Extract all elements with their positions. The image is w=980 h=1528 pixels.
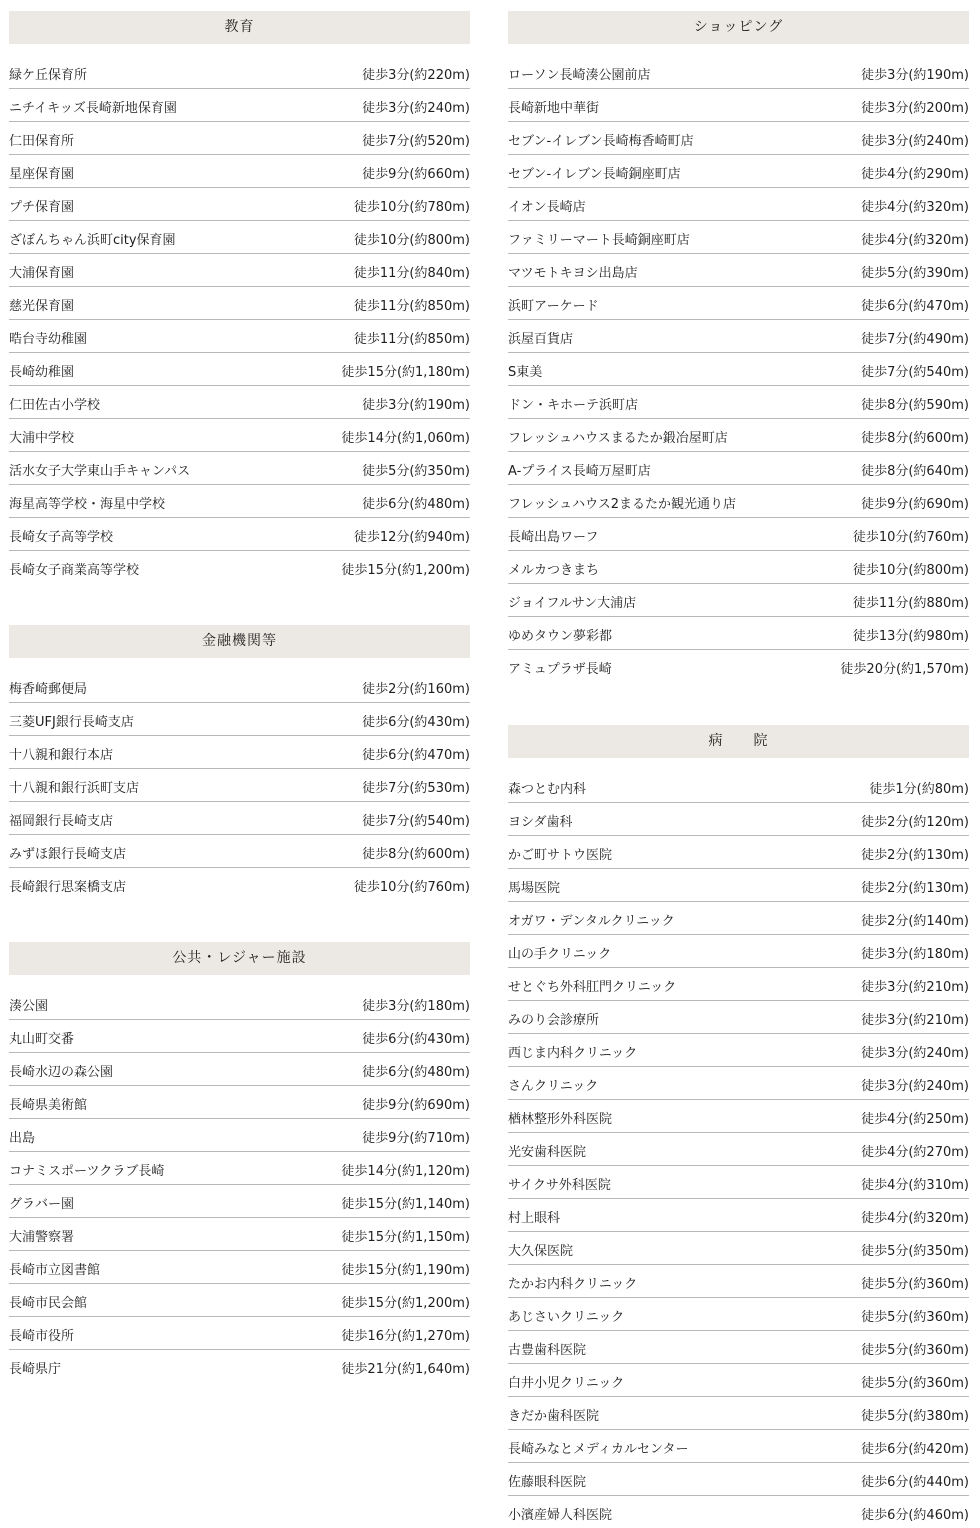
list-item: [508, 902, 969, 935]
list-item: [9, 1350, 470, 1382]
facility-name: ジョイフルサン大浦店: [508, 595, 637, 611]
list-item: [508, 836, 969, 869]
walking-distance: 徒歩8分(約600m): [861, 430, 969, 446]
list-item: [9, 122, 470, 155]
facility-name: ざぼんちゃん浜町city保育園: [9, 232, 176, 248]
walking-distance: 徒歩6分(約430m): [362, 714, 470, 730]
list-item: [9, 155, 470, 188]
list-item: [508, 56, 969, 89]
facility-name: 長崎市立図書館: [9, 1262, 101, 1278]
walking-distance: 徒歩10分(約760m): [852, 529, 969, 545]
walking-distance: 徒歩15分(約1,190m): [341, 1262, 470, 1278]
walking-distance: 徒歩11分(約880m): [852, 595, 969, 611]
facility-name: 山の手クリニック: [508, 946, 612, 962]
walking-distance: 徒歩10分(約800m): [852, 562, 969, 578]
walking-distance: 徒歩9分(約690m): [362, 1097, 470, 1113]
walking-distance: 徒歩5分(約360m): [861, 1342, 969, 1358]
section-public: [9, 942, 470, 1382]
list-item: [508, 1298, 969, 1331]
facility-name: 森つとむ内科: [508, 781, 587, 797]
facility-name: 緑ケ丘保育所: [9, 67, 88, 83]
walking-distance: 徒歩6分(約480m): [362, 1064, 470, 1080]
facility-name: 活水女子大学東山手キャンパス: [9, 463, 191, 479]
walking-distance: 徒歩5分(約360m): [861, 1309, 969, 1325]
list-shopping: [508, 56, 969, 682]
facility-name: 浜町アーケード: [508, 298, 599, 314]
list-item: [9, 802, 470, 835]
walking-distance: 徒歩3分(約240m): [861, 133, 969, 149]
walking-distance: 徒歩11分(約850m): [353, 298, 470, 314]
facility-name: 仁田佐古小学校: [9, 397, 101, 413]
list-item: [9, 868, 470, 900]
list-item: [9, 1119, 470, 1152]
list-public: [9, 987, 470, 1382]
facility-name: 長崎水辺の森公園: [9, 1064, 114, 1080]
list-item: [9, 452, 470, 485]
walking-distance: 徒歩6分(約460m): [861, 1507, 969, 1523]
walking-distance: 徒歩11分(約850m): [353, 331, 470, 347]
facility-name: 西じま内科クリニック: [508, 1045, 638, 1061]
walking-distance: 徒歩10分(約780m): [353, 199, 470, 215]
walking-distance: 徒歩3分(約220m): [362, 67, 470, 83]
walking-distance: 徒歩13分(約980m): [852, 628, 969, 644]
walking-distance: 徒歩5分(約350m): [861, 1243, 969, 1259]
list-item: [9, 1086, 470, 1119]
facility-name: サイクサ外科医院: [508, 1177, 611, 1193]
facility-name: 福岡銀行長崎支店: [9, 813, 114, 829]
list-item: [508, 1166, 969, 1199]
list-item: [9, 769, 470, 802]
list-item: [508, 869, 969, 902]
list-item: [9, 1218, 470, 1251]
facility-name: セブン-イレブン長崎銅座町店: [508, 166, 681, 182]
section-hospital: [508, 725, 969, 1528]
list-item: [9, 287, 470, 320]
facility-name: みずほ銀行長崎支店: [9, 846, 127, 862]
facility-name: セブン-イレブン長崎梅香崎町店: [508, 133, 694, 149]
walking-distance: 徒歩6分(約430m): [362, 1031, 470, 1047]
walking-distance: 徒歩3分(約210m): [861, 979, 969, 995]
list-item: [508, 1067, 969, 1100]
list-finance: [9, 670, 470, 900]
walking-distance: 徒歩7分(約520m): [362, 133, 470, 149]
walking-distance: 徒歩5分(約360m): [861, 1375, 969, 1391]
walking-distance: 徒歩8分(約600m): [362, 846, 470, 862]
walking-distance: 徒歩2分(約120m): [861, 814, 969, 830]
facility-name: 佐藤眼科医院: [508, 1474, 587, 1490]
list-item: [508, 551, 969, 584]
facility-name: 古豊歯科医院: [508, 1342, 587, 1358]
facility-name: 大浦警察署: [9, 1229, 75, 1245]
walking-distance: 徒歩5分(約350m): [362, 463, 470, 479]
walking-distance: 徒歩4分(約320m): [861, 1210, 969, 1226]
list-item: [508, 419, 969, 452]
list-item: [508, 122, 969, 155]
list-item: [508, 650, 969, 682]
facility-name: 馬場医院: [508, 880, 561, 896]
walking-distance: 徒歩20分(約1,570m): [840, 661, 969, 677]
facility-name: 丸山町交番: [9, 1031, 75, 1047]
walking-distance: 徒歩10分(約760m): [353, 879, 470, 895]
list-item: [9, 1284, 470, 1317]
walking-distance: 徒歩10分(約800m): [353, 232, 470, 248]
facility-name: 大浦保育園: [9, 265, 75, 281]
walking-distance: 徒歩6分(約420m): [861, 1441, 969, 1457]
facility-name: 海星高等学校・海星中学校: [9, 496, 166, 512]
list-item: [508, 89, 969, 122]
facility-name: フレッシュハウスまるたか鍛冶屋町店: [508, 430, 728, 446]
list-item: [9, 1317, 470, 1350]
facility-name: 大久保医院: [508, 1243, 574, 1259]
list-item: [508, 452, 969, 485]
list-item: [508, 1034, 969, 1067]
section-header-shopping: ショッピング: [508, 11, 969, 44]
facility-name: アミュプラザ長崎: [508, 661, 612, 677]
facility-name: 出島: [9, 1130, 36, 1146]
list-item: [9, 551, 470, 583]
walking-distance: 徒歩9分(約710m): [362, 1130, 470, 1146]
section-education: [9, 11, 470, 583]
facility-name: 星座保育園: [9, 166, 75, 182]
list-item: [508, 320, 969, 353]
facility-name: 村上眼科: [508, 1210, 561, 1226]
list-item: [508, 584, 969, 617]
walking-distance: 徒歩4分(約270m): [861, 1144, 969, 1160]
list-item: [508, 935, 969, 968]
section-header-finance: 金融機関等: [9, 625, 470, 658]
list-item: [508, 1496, 969, 1528]
list-item: [9, 1020, 470, 1053]
walking-distance: 徒歩2分(約140m): [861, 913, 969, 929]
list-item: [9, 1185, 470, 1218]
walking-distance: 徒歩4分(約310m): [861, 1177, 969, 1193]
list-hospital: [508, 770, 969, 1528]
list-item: [9, 56, 470, 89]
walking-distance: 徒歩3分(約180m): [861, 946, 969, 962]
facility-name: 長崎女子商業高等学校: [9, 562, 140, 578]
right-column: [508, 11, 969, 1528]
facility-name: 長崎市民会館: [9, 1295, 88, 1311]
walking-distance: 徒歩7分(約540m): [861, 364, 969, 380]
walking-distance: 徒歩8分(約640m): [861, 463, 969, 479]
facility-name: 十八親和銀行浜町支店: [9, 780, 140, 796]
walking-distance: 徒歩2分(約160m): [362, 681, 470, 697]
facility-name: 長崎市役所: [9, 1328, 75, 1344]
facility-name: あじさいクリニック: [508, 1309, 625, 1325]
list-item: [9, 703, 470, 736]
list-item: [508, 1001, 969, 1034]
walking-distance: 徒歩11分(約840m): [353, 265, 470, 281]
walking-distance: 徒歩9分(約690m): [861, 496, 969, 512]
facility-name: 長崎銀行思案橋支店: [9, 879, 127, 895]
walking-distance: 徒歩6分(約470m): [362, 747, 470, 763]
walking-distance: 徒歩7分(約490m): [861, 331, 969, 347]
list-item: [508, 1100, 969, 1133]
facility-name: たかお内科クリニック: [508, 1276, 638, 1292]
facility-name: 慈光保育園: [9, 298, 75, 314]
walking-distance: 徒歩5分(約380m): [861, 1408, 969, 1424]
walking-distance: 徒歩1分(約80m): [869, 781, 969, 797]
section-shopping: [508, 11, 969, 682]
list-item: [9, 1152, 470, 1185]
walking-distance: 徒歩8分(約590m): [861, 397, 969, 413]
list-item: [9, 987, 470, 1020]
facility-name: プチ保育園: [9, 199, 75, 215]
list-item: [9, 188, 470, 221]
walking-distance: 徒歩7分(約530m): [362, 780, 470, 796]
list-item: [508, 518, 969, 551]
facility-name: 楢林整形外科医院: [508, 1111, 613, 1127]
list-item: [9, 835, 470, 868]
facility-name: 長崎県庁: [9, 1361, 62, 1377]
list-item: [508, 770, 969, 803]
facility-name: マツモトキヨシ出島店: [508, 265, 638, 281]
walking-distance: 徒歩2分(約130m): [861, 880, 969, 896]
list-item: [508, 485, 969, 518]
facility-name: メルカつきまち: [508, 562, 600, 578]
facility-name: A-プライス長崎万屋町店: [508, 463, 651, 479]
list-item: [508, 1430, 969, 1463]
facility-name: 長崎幼稚園: [9, 364, 75, 380]
walking-distance: 徒歩2分(約130m): [861, 847, 969, 863]
list-item: [508, 803, 969, 836]
walking-distance: 徒歩3分(約190m): [861, 67, 969, 83]
walking-distance: 徒歩7分(約540m): [362, 813, 470, 829]
list-item: [9, 1053, 470, 1086]
list-item: [9, 386, 470, 419]
walking-distance: 徒歩4分(約320m): [861, 232, 969, 248]
walking-distance: 徒歩15分(約1,180m): [341, 364, 470, 380]
facility-name: ローソン長崎湊公園前店: [508, 67, 651, 83]
walking-distance: 徒歩4分(約290m): [861, 166, 969, 182]
walking-distance: 徒歩3分(約180m): [362, 998, 470, 1014]
walking-distance: 徒歩3分(約210m): [861, 1012, 969, 1028]
walking-distance: 徒歩3分(約240m): [861, 1045, 969, 1061]
left-column: [9, 11, 470, 1382]
list-education: [9, 56, 470, 583]
list-item: [508, 386, 969, 419]
facility-name: 白井小児クリニック: [508, 1375, 625, 1391]
facility-name: 湊公園: [9, 998, 49, 1014]
walking-distance: 徒歩14分(約1,060m): [341, 430, 470, 446]
walking-distance: 徒歩3分(約190m): [362, 397, 470, 413]
walking-distance: 徒歩14分(約1,120m): [341, 1163, 470, 1179]
list-item: [9, 736, 470, 769]
facility-name: 光安歯科医院: [508, 1144, 587, 1160]
walking-distance: 徒歩4分(約320m): [861, 199, 969, 215]
list-item: [9, 419, 470, 452]
walking-distance: 徒歩15分(約1,140m): [341, 1196, 470, 1212]
walking-distance: 徒歩16分(約1,270m): [341, 1328, 470, 1344]
facility-name: みのり会診療所: [508, 1012, 600, 1028]
facility-name: 浜屋百貨店: [508, 331, 574, 347]
walking-distance: 徒歩15分(約1,150m): [341, 1229, 470, 1245]
list-item: [508, 617, 969, 650]
facility-name: 三菱UFJ銀行長崎支店: [9, 714, 134, 730]
list-item: [9, 518, 470, 551]
list-item: [9, 254, 470, 287]
walking-distance: 徒歩15分(約1,200m): [341, 562, 470, 578]
list-item: [508, 353, 969, 386]
facility-name: きだか歯科医院: [508, 1408, 600, 1424]
facility-name: 小濱産婦人科医院: [508, 1507, 613, 1523]
facility-name: ヨシダ歯科: [508, 814, 573, 830]
facility-name: せとぐち外科肛門クリニック: [508, 979, 677, 995]
list-item: [508, 287, 969, 320]
list-item: [9, 221, 470, 254]
section-finance: [9, 625, 470, 900]
walking-distance: 徒歩9分(約660m): [362, 166, 470, 182]
facility-name: S東美: [508, 364, 543, 380]
list-item: [508, 1133, 969, 1166]
facility-name: 長崎出島ワーフ: [508, 529, 599, 545]
walking-distance: 徒歩3分(約240m): [861, 1078, 969, 1094]
facility-name: さんクリニック: [508, 1078, 599, 1094]
section-header-education: 教育: [9, 11, 470, 44]
facility-name: グラバー園: [9, 1196, 75, 1212]
facility-name: ニチイキッズ長崎新地保育園: [9, 100, 177, 116]
walking-distance: 徒歩15分(約1,200m): [341, 1295, 470, 1311]
list-item: [508, 1232, 969, 1265]
list-item: [508, 155, 969, 188]
list-item: [9, 670, 470, 703]
list-item: [508, 1364, 969, 1397]
facility-name: コナミスポーツクラブ長崎: [9, 1163, 165, 1179]
section-header-public: 公共・レジャー施設: [9, 942, 470, 975]
section-header-hospital: 病 院: [508, 725, 969, 758]
walking-distance: 徒歩4分(約250m): [861, 1111, 969, 1127]
list-item: [508, 1199, 969, 1232]
facility-name: 梅香崎郵便局: [9, 681, 88, 697]
list-item: [508, 221, 969, 254]
facility-name: イオン長崎店: [508, 199, 586, 215]
facility-name: 大浦中学校: [9, 430, 75, 446]
walking-distance: 徒歩5分(約390m): [861, 265, 969, 281]
list-item: [508, 968, 969, 1001]
list-item: [9, 1251, 470, 1284]
walking-distance: 徒歩6分(約470m): [861, 298, 969, 314]
list-item: [9, 353, 470, 386]
list-item: [508, 188, 969, 221]
list-item: [9, 320, 470, 353]
facility-name: 仁田保育所: [9, 133, 75, 149]
facility-name: オガワ・デンタルクリニック: [508, 913, 675, 929]
walking-distance: 徒歩12分(約940m): [353, 529, 470, 545]
list-item: [508, 1331, 969, 1364]
list-item: [508, 254, 969, 287]
facility-name: ドン・キホーテ浜町店: [508, 397, 639, 413]
facility-name: 長崎みなとメディカルセンター: [508, 1441, 689, 1457]
walking-distance: 徒歩3分(約200m): [861, 100, 969, 116]
walking-distance: 徒歩6分(約480m): [362, 496, 470, 512]
facility-name: 十八親和銀行本店: [9, 747, 114, 763]
facility-name: 晧台寺幼稚園: [9, 331, 88, 347]
facility-name: かご町サトウ医院: [508, 847, 613, 863]
facility-name: フレッシュハウス2まるたか観光通り店: [508, 496, 736, 512]
facility-name: ゆめタウン夢彩都: [508, 628, 613, 644]
facility-name: 長崎女子高等学校: [9, 529, 114, 545]
facility-name: 長崎県美術館: [9, 1097, 88, 1113]
walking-distance: 徒歩21分(約1,640m): [341, 1361, 470, 1377]
walking-distance: 徒歩5分(約360m): [861, 1276, 969, 1292]
list-item: [508, 1265, 969, 1298]
list-item: [9, 89, 470, 122]
list-item: [508, 1397, 969, 1430]
list-item: [9, 485, 470, 518]
facility-name: 長崎新地中華街: [508, 100, 600, 116]
list-item: [508, 1463, 969, 1496]
walking-distance: 徒歩6分(約440m): [861, 1474, 969, 1490]
walking-distance: 徒歩3分(約240m): [362, 100, 470, 116]
facility-name: ファミリーマート長崎銅座町店: [508, 232, 690, 248]
